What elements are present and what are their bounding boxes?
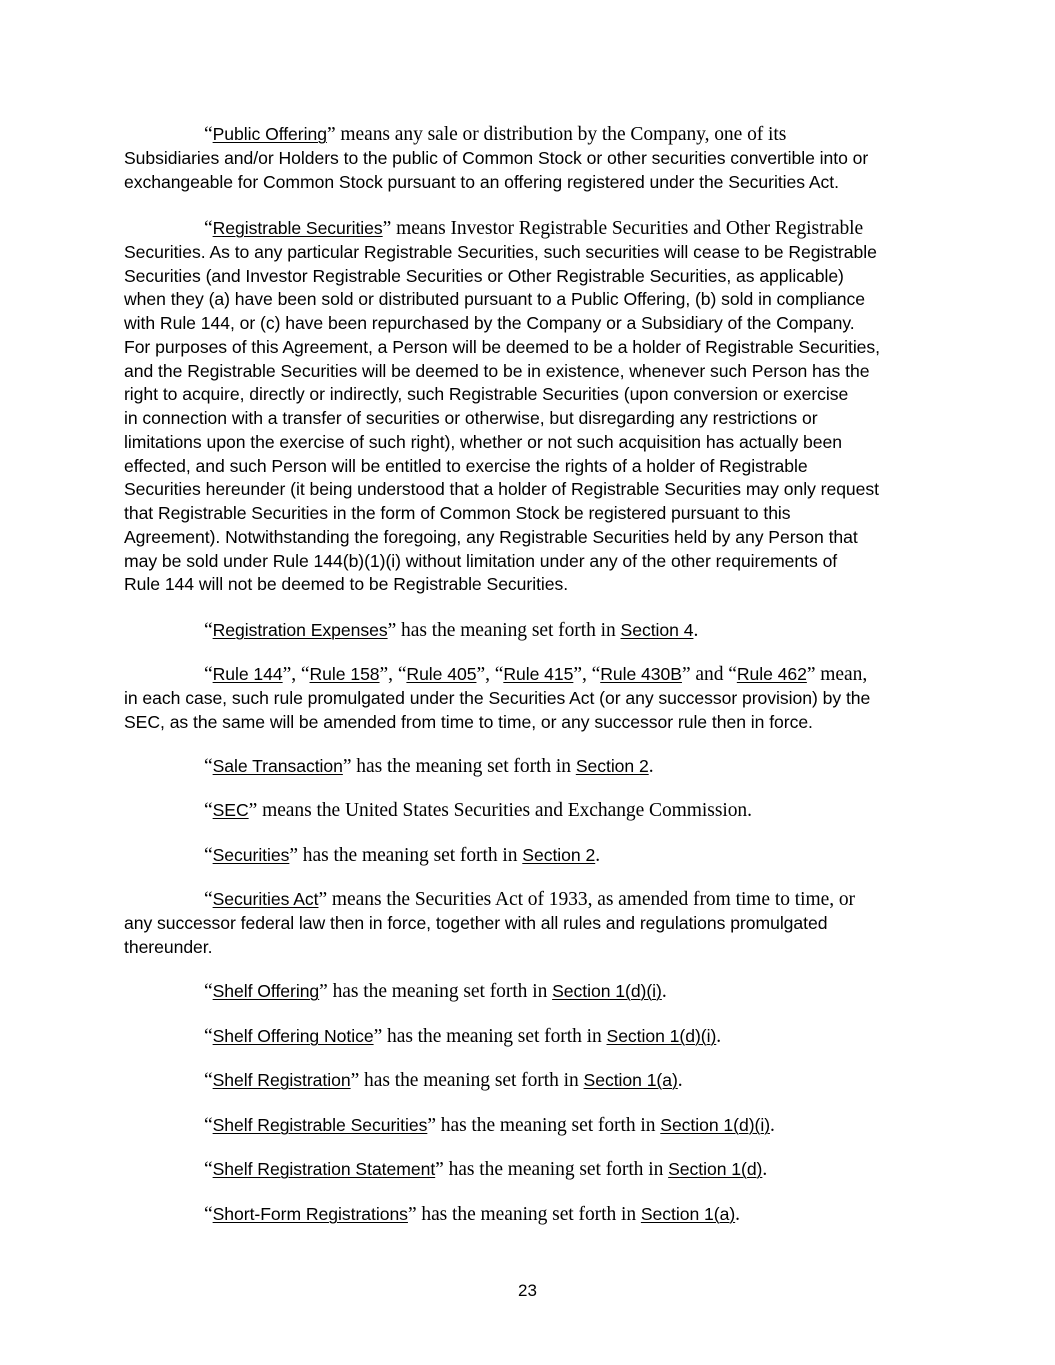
definition-shelf-registration: “Shelf Registration” has the meaning set forth in Section 1(a).: [204, 1070, 683, 1091]
defined-term: Public Offering: [212, 124, 327, 144]
section-reference: Section 1(d)(i): [660, 1115, 771, 1135]
definition-securities: “Securities” has the meaning set forth in Section 2.: [204, 845, 601, 866]
definition-registration-expenses: “Registration Expenses” has the meaning set forth in Section 4.: [204, 620, 699, 641]
defined-term: Securities: [212, 845, 290, 865]
section-reference: Section 1(d)(i): [606, 1026, 717, 1046]
defined-term: Registration Expenses: [212, 620, 388, 640]
defined-term: Sale Transaction: [212, 756, 343, 776]
defined-term: Shelf Registration: [212, 1070, 351, 1090]
defined-term: Securities Act: [212, 889, 319, 909]
definition-short-form-registrations: “Short-Form Registrations” has the meaning set forth in Section 1(a).: [204, 1204, 740, 1225]
section-reference: Section 1(d): [668, 1159, 763, 1179]
defined-term: Short-Form Registrations: [212, 1204, 408, 1224]
defined-term: SEC: [212, 800, 249, 820]
page-number: 23: [518, 1281, 537, 1300]
definition-shelf-offering-notice: “Shelf Offering Notice” has the meaning set forth in Section 1(d)(i).: [204, 1026, 722, 1047]
defined-term: Rule 430B: [600, 664, 682, 684]
definition-shelf-offering: “Shelf Offering” has the meaning set forth in Section 1(d)(i).: [204, 981, 667, 1002]
defined-term: Rule 158: [309, 664, 380, 684]
defined-term: Rule 405: [406, 664, 477, 684]
defined-term: Rule 415: [503, 664, 574, 684]
definition-securities-act: “Securities Act” means the Securities Act of 1933, as amended from time to time, or any successor federal law then in force, together with all rules and regulations promulgated thereunder.: [124, 889, 856, 957]
section-reference: Section 1(a): [640, 1204, 736, 1224]
defined-term: Shelf Registrable Securities: [212, 1115, 428, 1135]
definition-public-offering: “Public Offering” means any sale or distribution by the Company, one of its Subsidiaries and/or Holders to the public of Common Stock or other securities convertible into or exchangeable for Common Stock pursuant to an offering registered under the Securities Act.: [124, 124, 869, 192]
defined-term: Shelf Offering Notice: [212, 1026, 374, 1046]
defined-term: Registrable Securities: [212, 218, 383, 238]
section-reference: Section 2: [575, 756, 649, 776]
section-reference: Section 1(d)(i): [552, 981, 662, 1001]
defined-term: Rule 144: [212, 664, 283, 684]
definition-registrable-securities: “Registrable Securities” means Investor Registrable Securities and Other Registrable Securities. As to any particular Registrable Securities, such securities will cease to be Registrable Securities (and Investor Registrable Securities or Other Registrable Securities, as applicable) when they (a) have been sold or distributed pursuant to a Public Offering, (b) sold in compliance with Rule 144, or (c) have been repurchased by the Company or a Subsidiary of the Company. For purposes of this Agreement, a Person will be deemed to be a holder of Registrable Securities, and the Registrable Securities will be deemed to be in existence, whenever such Person has the right to acquire, directly or indirectly, such Registrable Securities (upon conversion or exercise in connection with a transfer of securities or otherwise, but disregarding any restrictions or limitations upon the exercise of such right), whether or not such acquisition has actually been effected, and such Person will be entitled to exercise the rights of a holder of Registrable Securities hereunder (it being understood that a holder of Registrable Securities may only request that Registrable Securities in the form of Common Stock be registered pursuant to this Agreement). Notwithstanding the foregoing, any Registrable Securities held by any Person that may be sold under Rule 144(b)(1)(i) without limitation under any of the other requirements of Rule 144 will not be deemed to be Registrable Securities.: [124, 218, 881, 595]
definition-shelf-registration-statement: “Shelf Registration Statement” has the meaning set forth in Section 1(d).: [204, 1159, 768, 1180]
section-reference: Section 4: [620, 620, 694, 640]
section-reference: Section 2: [522, 845, 596, 865]
definition-shelf-registrable-securities: “Shelf Registrable Securities” has the meaning set forth in Section 1(d)(i).: [204, 1115, 775, 1136]
section-reference: Section 1(a): [583, 1070, 678, 1090]
defined-term: Rule 462: [736, 664, 807, 684]
defined-term: Shelf Registration Statement: [212, 1159, 436, 1179]
definition-sec: “SEC” means the United States Securities and Exchange Commission.: [204, 800, 752, 821]
definition-rules: “Rule 144”, “Rule 158”, “Rule 405”, “Rule 415”, “Rule 430B” and “Rule 462” mean, in each case, such rule promulgated under the Securities Act (or any successor provision) by the SEC, as the same will be amended from time to time, or any successor rule then in force.: [124, 664, 871, 732]
definition-sale-transaction: “Sale Transaction” has the meaning set forth in Section 2.: [204, 756, 654, 777]
defined-term: Shelf Offering: [212, 981, 320, 1001]
